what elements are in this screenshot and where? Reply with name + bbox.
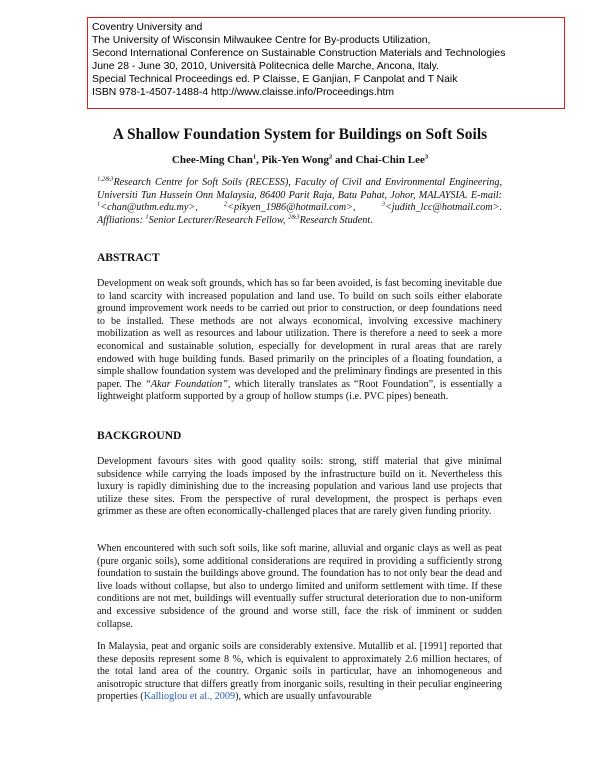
header-line: Coventry University and: [92, 22, 203, 33]
paragraph-text: ), which are usually unfavourable: [235, 691, 372, 703]
header-line: Special Technical Proceedings ed. P Claisse, E Ganjian, F Canpolat and T Naik: [92, 74, 458, 85]
affiliation-superscript: 2: [223, 200, 228, 208]
affiliation-text: Research Student.: [299, 214, 373, 226]
author-separator: ,: [256, 154, 262, 166]
header-line: The University of Wisconsin Milwaukee Centre for By-products Utilization,: [92, 35, 431, 46]
author-name: Chai-Chin Lee: [355, 154, 425, 166]
background-heading: BACKGROUND: [97, 430, 182, 442]
header-line: June 28 - June 30, 2010, Università Politecnica delle Marche, Ancona, Italy.: [92, 61, 439, 72]
abstract-italic-term: “Akar Foundation”: [145, 378, 228, 390]
citation-link[interactable]: Kallioglou et al., 2009: [143, 691, 236, 703]
author-separator: and: [332, 154, 356, 166]
author-list: [0, 154, 600, 166]
conference-header-box: [87, 17, 565, 109]
affiliation-superscript: 1,2&3: [97, 175, 114, 183]
affiliation-block: [97, 177, 502, 227]
abstract-text: , which literally translates as “Root Foundation”, is essentially a lightweight platform supported by a group of hollow stumps (i.e. PVC pipes) beneath.: [97, 378, 502, 403]
affiliation-text: Research Centre for Soft Soils (RECESS), Faculty of Civil and Environmental Engineering, Universiti Tun Hussein Onn Malaysia, 86400 Parit Raja, Batu Pahat, Johor, MALAYSIA. E-mail:: [97, 177, 502, 201]
header-line: ISBN 978-1-4507-1488-4 http://www.claisse.info/Proceedings.htm: [92, 87, 395, 98]
affiliation-superscript: 3: [381, 200, 385, 208]
background-paragraph-3: [97, 641, 502, 704]
author-superscript: 3: [424, 153, 429, 161]
author-superscript: 2: [328, 153, 333, 161]
affiliation-text: Senior Lecturer/Research Fellow,: [148, 214, 289, 226]
header-line: Second International Conference on Sustainable Construction Materials and Technologies: [92, 48, 506, 59]
affiliation-superscript: 1: [145, 213, 149, 221]
author-name: Pik-Yen Wong: [261, 154, 329, 166]
paper-title: A Shallow Foundation System for Buildings on Soft Soils: [112, 126, 488, 143]
affiliation-superscript: 2&3: [288, 213, 300, 221]
author-superscript: 1: [252, 153, 257, 161]
background-paragraph-1: Development favours sites with good quality soils: strong, stiff material that give minimal subsidence while carrying the loads imposed by the infrastructure build on it. Nevertheless this luxury is rapidly diminishing due to the increasing population and various land use projects that utilize these sites. From the perspective of rural development, the prospect is perhaps even grimmer as these are often economically-challenged places that are rarely given funding priority.: [97, 456, 502, 518]
email-text: <pikyen_1986@hotmail.com>,: [227, 202, 382, 214]
email-text: <judith_lcc@hotmail.com>. Affliations:: [97, 202, 502, 226]
affiliation-superscript: 1: [97, 200, 101, 208]
abstract-text: Development on weak soft grounds, which has so far been avoided, is fast becoming inevitable due to land scarcity with increased population and land use. To build on such soils either elaborate ground improvement work needs to be carried out prior to construction, or deep foundations need to be installed. These methods are not always economical, involving excessive machinery mobilization as well as resources and labour utilization. There is therefore a need to seek a more economical and sustainable solution, especially for development in rural areas that are rarely endowed with huge building funds. Based primarily on the principles of a floating foundation, a simple shallow foundation system was developed and the preliminary findings are presented in this paper. The: [97, 278, 502, 390]
email-text: <chan@uthm.edu.my>,: [100, 202, 224, 214]
abstract-paragraph: [97, 278, 502, 404]
background-paragraph-2: When encountered with such soft soils, like soft marine, alluvial and organic clays as well as peat (pure organic soils), some additional considerations are required in providing a sufficiently strong foundation to sustain the buildings above ground. The foundation has to not only bear the dead and live loads without collapse, but also to undergo limited and uniform settlement with time. If these conditions are not met, buildings will eventually suffer structural deterioration due to non-uniform and excessive subsidence of the ground and worse still, face the risk of imminent or sudden collapse.: [97, 543, 502, 630]
paragraph-text: In Malaysia, peat and organic soils are considerably extensive. Mutallib et al. [1991] reported that these deposits represent some 8 %, which is equivalent to approximately 2.6 million hectares, of the total land area of the country. Organic soils in particular, have an inhomogeneous and anisotropic structure that differs greatly from inorganic soils, resulting in their peculiar engineering properties (: [97, 641, 502, 703]
abstract-heading: ABSTRACT: [97, 252, 160, 264]
author-name: Chee-Ming Chan: [171, 154, 253, 166]
